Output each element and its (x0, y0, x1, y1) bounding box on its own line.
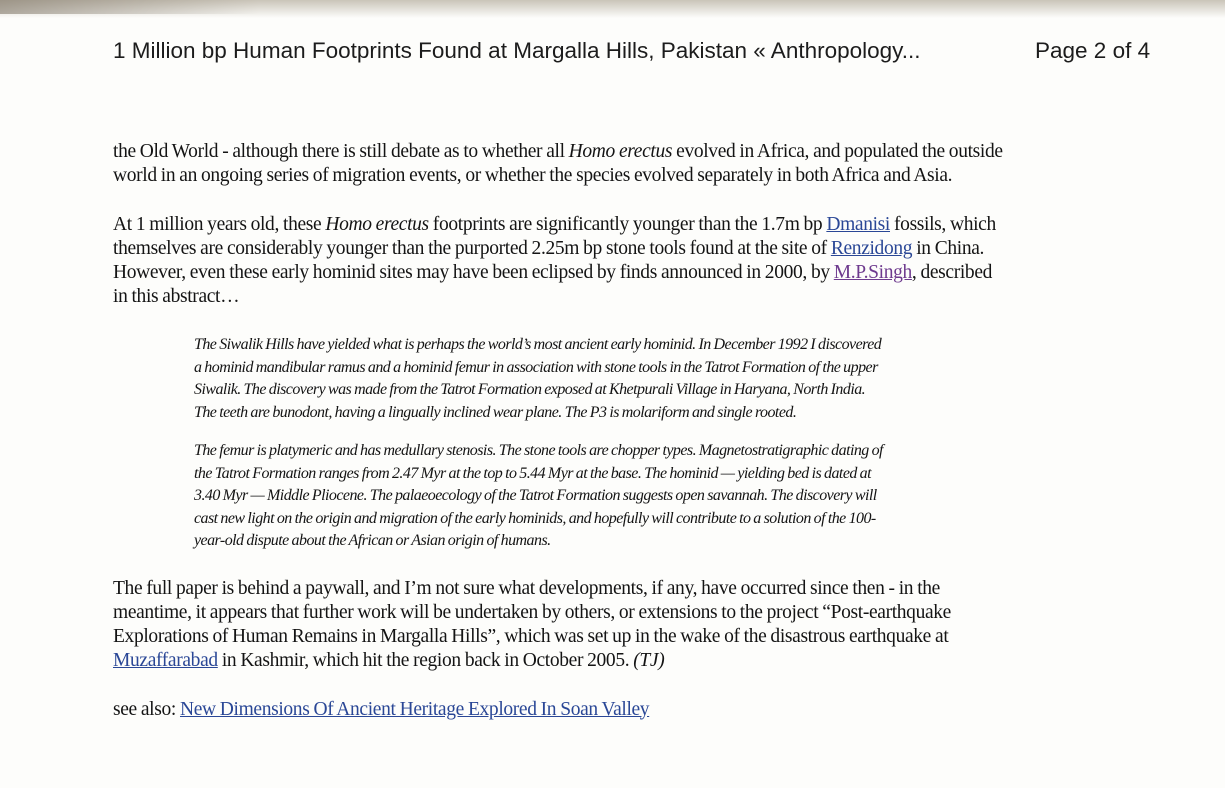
text-run: , described (911, 262, 993, 283)
paragraph-old-world (113, 140, 1188, 188)
text-run: fossils, which (890, 214, 996, 235)
text-line: in this abstract… (113, 286, 240, 307)
text-run: evolved in Africa, and populated the outside (672, 141, 1003, 162)
text-line (113, 698, 1188, 722)
text-run: themselves are considerably younger than the purported 2.25m bp stone tools found at the site of (113, 238, 831, 259)
text-line (113, 213, 1188, 237)
quote-line: cast new light on the origin and migration of the early hominids, and hopefully will contribute to a solution of the 100- (194, 509, 876, 527)
text-run: However, even these early hominid sites may have been eclipsed by finds announced in 2000, by (113, 262, 834, 283)
scan-shadow-corner (0, 0, 260, 14)
quote-line: Siwalik. The discovery was made from the Tatrot Formation exposed at Khetpurali Village in Haryana, North India. (194, 381, 866, 398)
see-also (113, 698, 1188, 722)
text-line: The full paper is behind a paywall, and I’m not sure what developments, if any, have occurred since then - in the (113, 577, 940, 599)
text-line (113, 140, 1188, 164)
link-dmanisi[interactable]: Dmanisi (826, 214, 890, 235)
quote-line: 3.40 Myr — Middle Pliocene. The palaeoecology of the Tatrot Formation suggests open savannah. The discovery will (194, 487, 877, 504)
paragraph-dating (113, 213, 1188, 309)
text-line: world in an ongoing series of migration events, or whether the species evolved separately in both Africa and Asia. (113, 165, 953, 186)
page-title: 1 Million bp Human Footprints Found at Margalla Hills, Pakistan « Anthropology... (113, 38, 921, 63)
text-run: At 1 million years old, these (113, 214, 326, 235)
abstract-paragraph-1 (194, 334, 1119, 424)
text-line (113, 649, 1188, 673)
link-renzidong[interactable]: Renzidong (830, 238, 913, 259)
species-name: Homo erectus (325, 214, 429, 235)
abstract-blockquote (194, 334, 1119, 553)
quote-line: The Siwalik Hills have yielded what is perhaps the world’s most ancient early hominid. In December 1992 I discovered (194, 336, 882, 353)
text-line: Explorations of Human Remains in Margalla Hills”, which was set up in the wake of the disastrous earthquake at (113, 625, 949, 647)
quote-line: the Tatrot Formation ranges from 2.47 Myr at the top to 5.44 Myr at the base. The hominid — yielding bed is dated at (194, 464, 872, 482)
text-line: meantime, it appears that further work will be undertaken by others, or extensions to the project “Post-earthquake (113, 601, 951, 623)
text-run: footprints are significantly younger than the 1.7m bp (428, 214, 827, 235)
print-header (0, 38, 1225, 68)
species-name: Homo erectus (568, 141, 673, 162)
quote-line: a hominid mandibular ramus and a hominid femur in association with stone tools in the Tatrot Formation of the upper (194, 358, 878, 376)
quote-line: The teeth are bunodont, having a lingually inclined wear plane. The P3 is molariform and single rooted. (194, 403, 797, 421)
link-soan-valley[interactable]: New Dimensions Of Ancient Heritage Explored In Soan Valley (179, 698, 650, 720)
link-muzaffarabad[interactable]: Muzaffarabad (113, 649, 218, 671)
page-number: Page 2 of 4 (1035, 38, 1151, 63)
text-line (113, 237, 1188, 261)
author-initials: (TJ) (633, 649, 665, 671)
quote-line: The femur is platymeric and has medullary stenosis. The stone tools are chopper types. Magnetostratigraphic dating of (194, 442, 883, 459)
article-body (113, 140, 1188, 722)
link-mp-singh[interactable]: M.P.Singh (833, 262, 912, 283)
text-run: in Kashmir, which hit the region back in October 2005. (217, 649, 634, 671)
text-run: the Old World - although there is still debate as to whether all (113, 141, 569, 162)
text-line (113, 261, 1188, 285)
text-run: in China. (912, 238, 985, 259)
abstract-paragraph-2 (194, 440, 1119, 553)
paragraph-paywall (113, 577, 1188, 673)
see-also-label: see also: (113, 698, 180, 720)
quote-line: year-old dispute about the African or Asian origin of humans. (194, 532, 551, 549)
